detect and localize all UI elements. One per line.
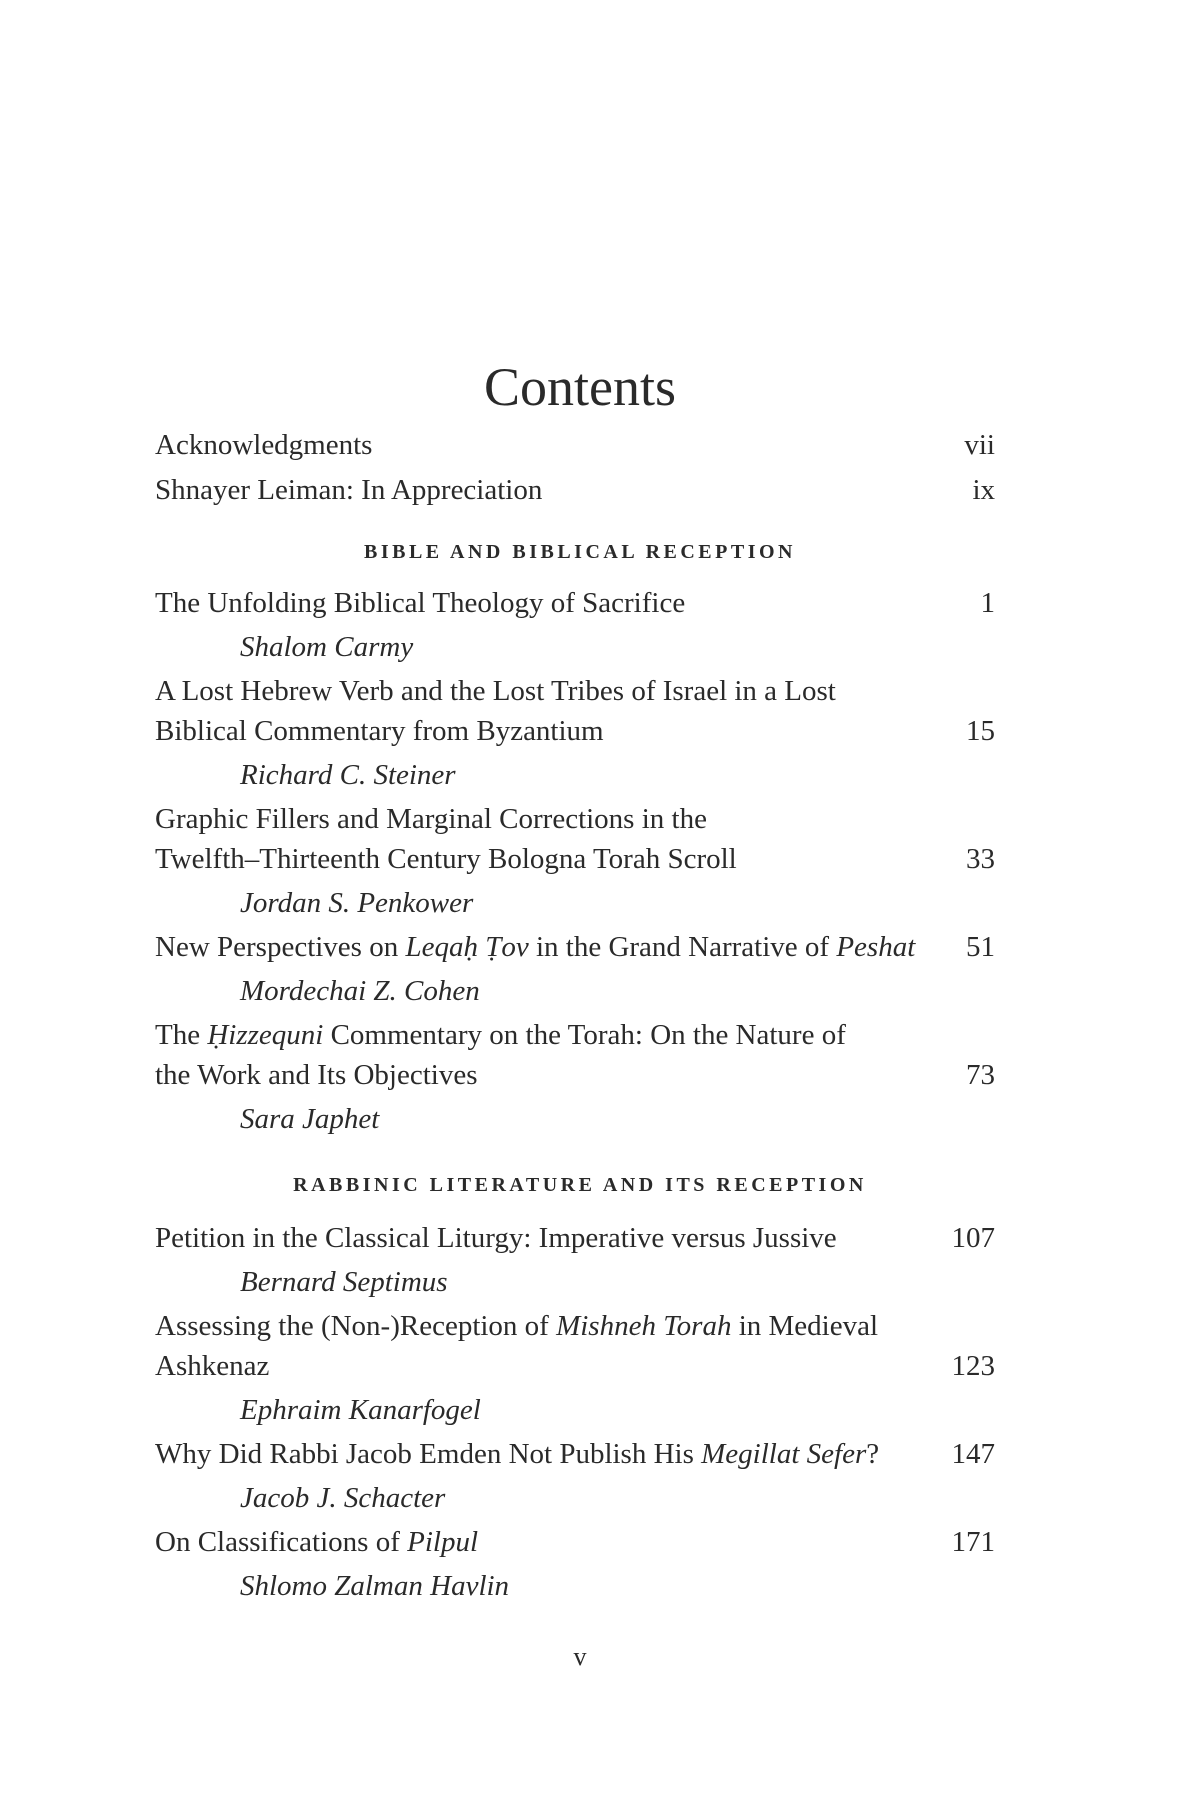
entry-page: 33 [966, 843, 995, 875]
entry-title: On Classifications of Pilpul [155, 1526, 478, 1558]
toc-entry[interactable] [155, 799, 995, 839]
entry-title: Acknowledgments [155, 429, 373, 461]
toc-entry-continued[interactable] [155, 1055, 995, 1095]
entry-page: 73 [966, 1059, 995, 1091]
entry-page: 171 [951, 1526, 995, 1558]
entry-title: New Perspectives on Leqaḥ Ṭov in the Grand Narrative of Peshat [155, 931, 916, 963]
toc-entry[interactable] [155, 671, 995, 711]
entry-author: Sara Japhet [240, 1103, 380, 1135]
entry-title: Biblical Commentary from Byzantium [155, 715, 604, 747]
entry-title: Twelfth–Thirteenth Century Bologna Torah Scroll [155, 843, 737, 875]
toc-entry-continued[interactable] [155, 839, 995, 879]
entry-author: Jordan S. Penkower [240, 887, 474, 919]
entry-author: Ephraim Kanarfogel [240, 1394, 481, 1426]
toc-entry[interactable] [155, 1434, 995, 1474]
entry-author: Shalom Carmy [240, 631, 414, 663]
entry-title: Why Did Rabbi Jacob Emden Not Publish His Megillat Sefer? [155, 1438, 880, 1470]
toc-entry[interactable] [155, 1306, 995, 1346]
entry-title: A Lost Hebrew Verb and the Lost Tribes of Israel in a Lost [155, 675, 836, 707]
entry-author: Shlomo Zalman Havlin [240, 1570, 510, 1602]
entry-page: 15 [966, 715, 995, 747]
toc-entry[interactable] [155, 927, 995, 967]
entry-page: 123 [951, 1350, 995, 1382]
entry-page: 107 [951, 1222, 995, 1254]
entry-page: vii [964, 429, 995, 461]
entry-author: Jacob J. Schacter [240, 1482, 446, 1514]
entry-author: Mordechai Z. Cohen [240, 975, 480, 1007]
entry-title: Petition in the Classical Liturgy: Imperative versus Jussive [155, 1222, 837, 1254]
toc-entry-continued[interactable] [155, 1346, 995, 1386]
entry-title: Shnayer Leiman: In Appreciation [155, 474, 543, 506]
toc-entry[interactable] [155, 1015, 995, 1055]
page-number: v [573, 1642, 587, 1671]
toc-entry-continued[interactable] [155, 711, 995, 751]
entry-title: The Ḥizzequni Commentary on the Torah: On the Nature of [155, 1019, 846, 1051]
section-heading: RABBINIC LITERATURE AND ITS RECEPTION [293, 1174, 867, 1196]
toc-entry[interactable] [155, 1522, 995, 1562]
entry-page: 147 [951, 1438, 995, 1470]
entry-title: Assessing the (Non-)Reception of Mishneh Torah in Medieval [155, 1310, 879, 1342]
entry-page: 51 [966, 931, 995, 963]
toc-entry-acknowledgments[interactable] [155, 425, 995, 465]
entry-title: the Work and Its Objectives [155, 1059, 478, 1091]
entry-page: 1 [980, 587, 995, 619]
entry-author: Bernard Septimus [240, 1266, 448, 1298]
entry-title: The Unfolding Biblical Theology of Sacrifice [155, 587, 686, 619]
toc-entry-appreciation[interactable] [155, 470, 995, 510]
entry-page: ix [972, 474, 995, 506]
entry-author: Richard C. Steiner [240, 759, 456, 791]
entry-title: Ashkenaz [155, 1350, 270, 1382]
toc-entry[interactable] [155, 1218, 995, 1258]
entry-title: Graphic Fillers and Marginal Corrections in the [155, 803, 707, 835]
toc-entry[interactable] [155, 583, 995, 623]
section-heading: BIBLE AND BIBLICAL RECEPTION [364, 541, 796, 563]
page-title: Contents [483, 357, 676, 417]
